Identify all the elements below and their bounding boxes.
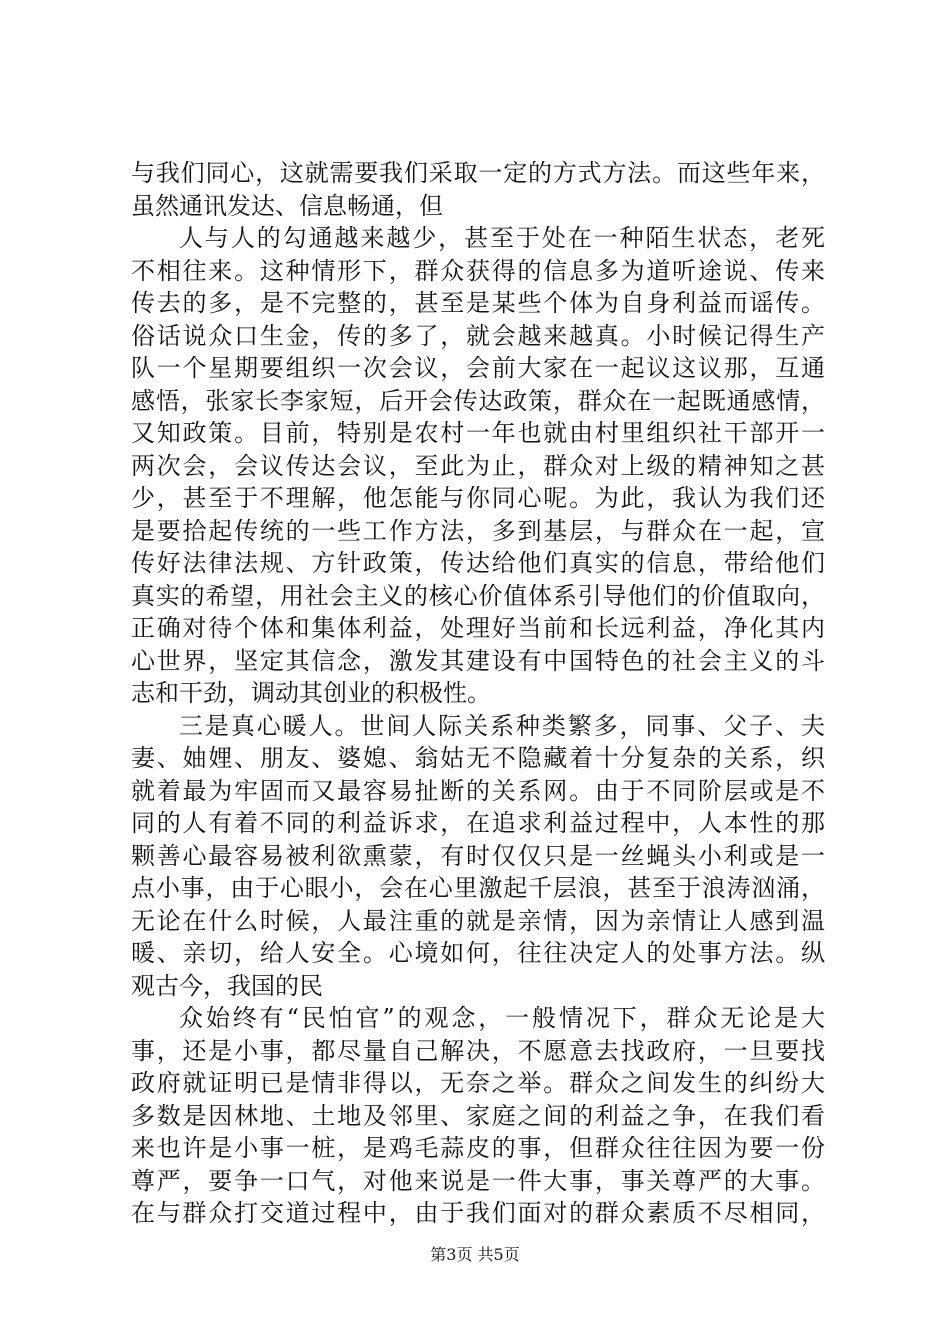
text-line: 传去的多，是不完整的，甚至是某些个体为自身利益而谣传。 <box>131 289 825 317</box>
text-line: 队一个星期要组织一次会议，会前大家在一起议这议那，互通 <box>131 354 825 382</box>
text-line: 真实的希望，用社会主义的核心价值体系引导他们的价值取向， <box>131 581 825 610</box>
text-line: 人与人的勾通越来越少，甚至于处在一种陌生状态，老死 <box>179 224 825 252</box>
text-line: 就着最为牢固而又最容易扯断的关系网。由于不同阶层或是不 <box>131 776 825 805</box>
text-line: 来也许是小事一桩，是鸡毛蒜皮的事，但群众往往因为要一份 <box>131 1134 825 1162</box>
text-line: 尊严，要争一口气，对他来说是一件大事，事关尊严的大事。 <box>131 1166 825 1195</box>
text-line: 虽然通讯发达、信息畅通，但 <box>131 191 443 220</box>
text-line: 两次会，会议传达会议，至此为止，群众对上级的精神知之甚 <box>131 451 825 480</box>
text-line: 暖、亲切，给人安全。心境如何，往往决定人的处事方法。纵 <box>131 939 825 967</box>
text-line: 感悟，张家长李家短，后开会传达政策，群众在一起既通感情， <box>131 386 825 415</box>
text-line: 多数是因林地、土地及邻里、家庭之间的利益之争，在我们看 <box>131 1101 825 1130</box>
text-line: 正确对待个体和集体利益，处理好当前和长远利益，净化其内 <box>131 614 825 642</box>
text-line: 又知政策。目前，特别是农村一年也就由村里组织社干部开一 <box>131 419 825 447</box>
text-line: 俗话说众口生金，传的多了，就会越来越真。小时候记得生产 <box>131 321 825 350</box>
text-line: 事，还是小事，都尽量自己解决，不愿意去找政府，一旦要找 <box>131 1036 825 1065</box>
text-line: 点小事，由于心眼小，会在心里激起千层浪，甚至于浪涛汹涌， <box>131 874 825 902</box>
text-line: 心世界，坚定其信念，激发其建设有中国特色的社会主义的斗 <box>131 646 825 675</box>
page-number-label: 第3页 共5页 <box>430 1245 520 1264</box>
text-line: 传好法律法规、方针政策，传达给他们真实的信息，带给他们 <box>131 549 825 577</box>
text-line: 是要拾起传统的一些工作方法，多到基层，与群众在一起，宣 <box>131 516 825 545</box>
text-line: 妻、妯娌、朋友、婆媳、翁姑无不隐藏着十分复杂的关系，织 <box>131 744 825 772</box>
text-line: 志和干劲，调动其创业的积极性。 <box>131 679 491 707</box>
text-line: 少，甚至于不理解，他怎能与你同心呢。为此，我认为我们还 <box>131 484 825 512</box>
text-line: 同的人有着不同的利益诉求，在追求利益过程中，人本性的那 <box>131 809 825 837</box>
text-line: 在与群众打交道过程中，由于我们面对的群众素质不尽相同， <box>131 1199 825 1227</box>
text-line: 与我们同心，这就需要我们采取一定的方式方法。而这些年来， <box>131 159 825 187</box>
text-line: 颗善心最容易被利欲熏蒙，有时仅仅只是一丝蝇头小利或是一 <box>131 841 825 870</box>
page-footer <box>0 1245 950 1265</box>
document-body <box>131 157 825 1230</box>
text-line: 无论在什么时候，人最注重的就是亲情，因为亲情让人感到温 <box>131 906 825 935</box>
text-line: 众始终有“民怕官”的观念，一般情况下，群众无论是大 <box>179 1004 825 1032</box>
text-line: 不相往来。这种情形下，群众获得的信息多为道听途说、传来 <box>131 256 825 285</box>
text-line: 观古今，我国的民 <box>131 971 323 1000</box>
text-line: 三是真心暖人。世间人际关系种类繁多，同事、父子、夫 <box>179 711 825 740</box>
text-line: 政府就证明已是情非得以，无奈之举。群众之间发生的纠纷大 <box>131 1069 825 1097</box>
